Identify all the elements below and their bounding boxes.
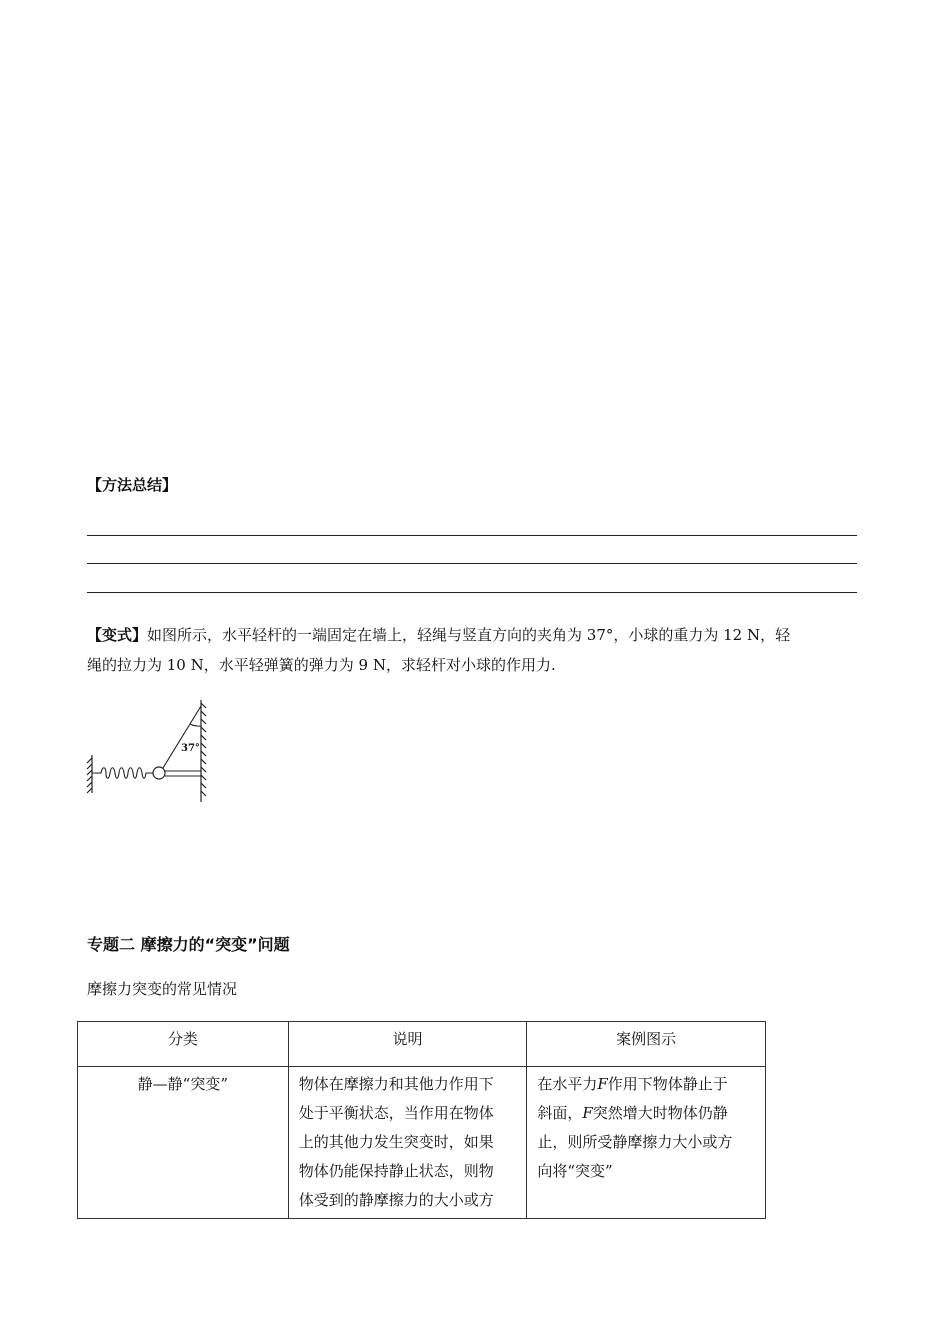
ball	[153, 767, 165, 779]
right-wall	[201, 700, 206, 802]
angle-arc	[190, 724, 201, 726]
spring-ball-rod-figure	[85, 695, 220, 810]
header-category: 分类	[78, 1022, 289, 1067]
angle-label: 37°	[181, 743, 200, 754]
cell-description: 物体在摩擦力和其他力作用下 处于平衡状态，当作用在物体 上的其他力发生突变时，如果 物体仍能保持静止状态，则物 体受到的静摩擦力的大小或方	[288, 1067, 527, 1219]
table-header-row	[78, 1022, 766, 1067]
cell-example: 在水平力F作用下物体静止于 斜面，F突然增大时物体仍静 止，则所受静摩擦力大小或方 向将“突变”	[527, 1067, 766, 1219]
method-summary-title: 【方法总结】	[87, 476, 178, 494]
friction-cases-table	[77, 1021, 766, 1219]
left-wall	[87, 755, 92, 793]
header-description: 说明	[288, 1022, 527, 1067]
answer-line	[87, 563, 857, 564]
answer-line	[87, 535, 857, 536]
spring	[92, 768, 153, 779]
answer-line	[87, 592, 857, 593]
variant-tag: 【变式】	[87, 626, 148, 644]
variant-problem	[87, 620, 877, 680]
light-rod	[165, 771, 201, 776]
cell-category: 静—静“突变”	[78, 1067, 289, 1219]
topic2-subtitle: 摩擦力突变的常见情况	[87, 980, 238, 998]
rope	[163, 706, 201, 768]
variant-line-2: 绳的拉力为 10 N，水平轻弹簧的弹力为 9 N，求轻杆对小球的作用力.	[87, 656, 556, 674]
variant-line-1: 如图所示，水平轻杆的一端固定在墙上，轻绳与竖直方向的夹角为 37°，小球的重力为 12 N，轻	[147, 626, 791, 644]
header-example: 案例图示	[527, 1022, 766, 1067]
topic2-title: 专题二 摩擦力的“突变”问题	[87, 935, 290, 954]
table-row	[78, 1067, 766, 1219]
